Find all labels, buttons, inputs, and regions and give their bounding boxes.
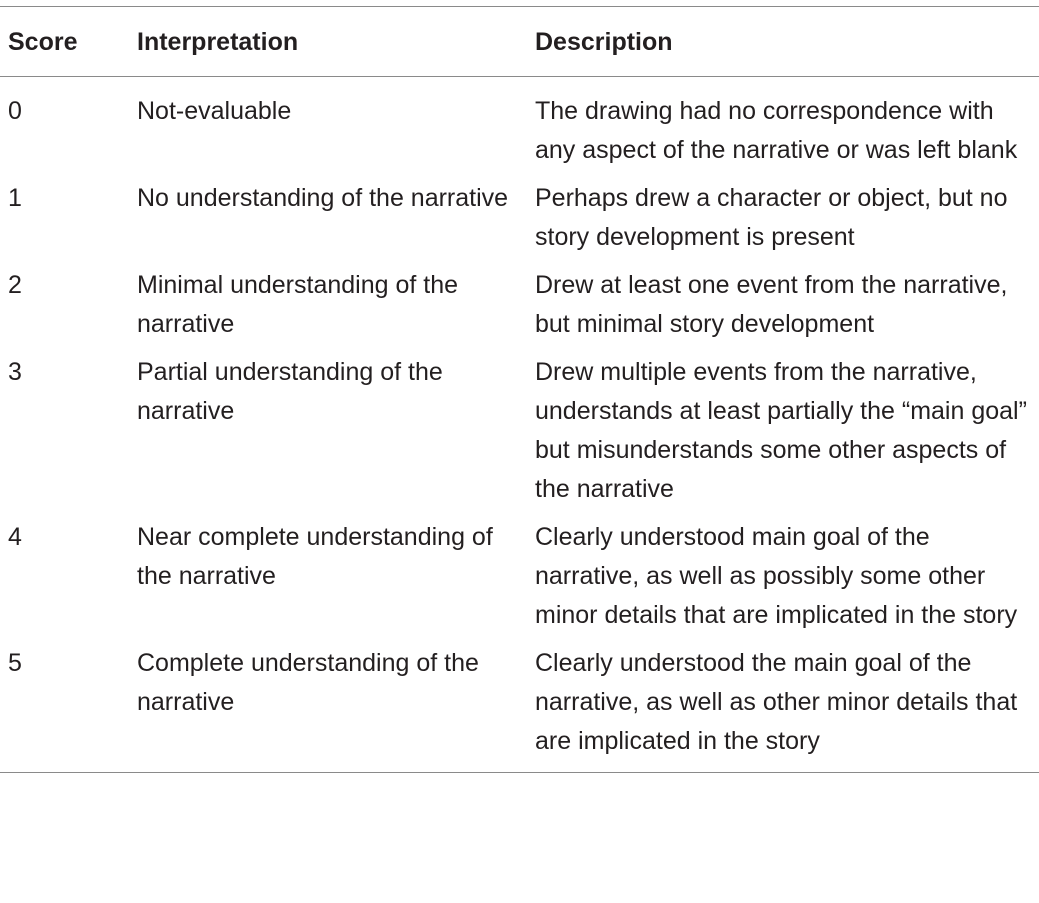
cell-score: 3 bbox=[8, 358, 22, 386]
cell-interpretation: Not-evaluable bbox=[137, 97, 292, 125]
header-row bbox=[0, 7, 1039, 77]
header-score: Score bbox=[8, 28, 78, 56]
cell-description: Clearly understood the main goal of the narrative, as well as other minor details that are implicated in the story bbox=[535, 649, 1018, 755]
cell-score: 1 bbox=[8, 184, 22, 212]
cell-interpretation: Near complete understanding of the narrative bbox=[137, 523, 493, 590]
header-interpretation: Interpretation bbox=[137, 28, 299, 56]
cell-interpretation: Minimal understanding of the narrative bbox=[137, 271, 459, 338]
cell-score: 5 bbox=[8, 649, 22, 677]
table-row bbox=[0, 77, 1039, 173]
cell-interpretation: Partial understanding of the narrative bbox=[137, 358, 443, 425]
header-description: Description bbox=[535, 28, 673, 56]
cell-score: 4 bbox=[8, 523, 22, 551]
table-row bbox=[0, 346, 1039, 511]
cell-description: The drawing had no correspondence with any aspect of the narrative or was left blank bbox=[535, 97, 1018, 164]
table-row bbox=[0, 637, 1039, 773]
table-body bbox=[0, 77, 1039, 773]
cell-description: Drew multiple events from the narrative, understands at least partially the “main goal” but misunderstands some other aspects of the narrative bbox=[535, 358, 1027, 503]
cell-score: 0 bbox=[8, 97, 22, 125]
scoring-table-container bbox=[0, 6, 1039, 773]
table-row bbox=[0, 259, 1039, 346]
cell-score: 2 bbox=[8, 271, 22, 299]
table-row bbox=[0, 511, 1039, 637]
cell-interpretation: Complete understanding of the narrative bbox=[137, 649, 479, 716]
cell-interpretation: No understanding of the narrative bbox=[137, 184, 509, 212]
cell-description: Clearly understood main goal of the narrative, as well as possibly some other minor details that are implicated in the story bbox=[535, 523, 1018, 629]
table-row bbox=[0, 172, 1039, 259]
scoring-table bbox=[0, 6, 1039, 773]
table-header bbox=[0, 7, 1039, 77]
cell-description: Perhaps drew a character or object, but no story development is present bbox=[535, 184, 1008, 251]
cell-description: Drew at least one event from the narrative, but minimal story development bbox=[535, 271, 1008, 338]
